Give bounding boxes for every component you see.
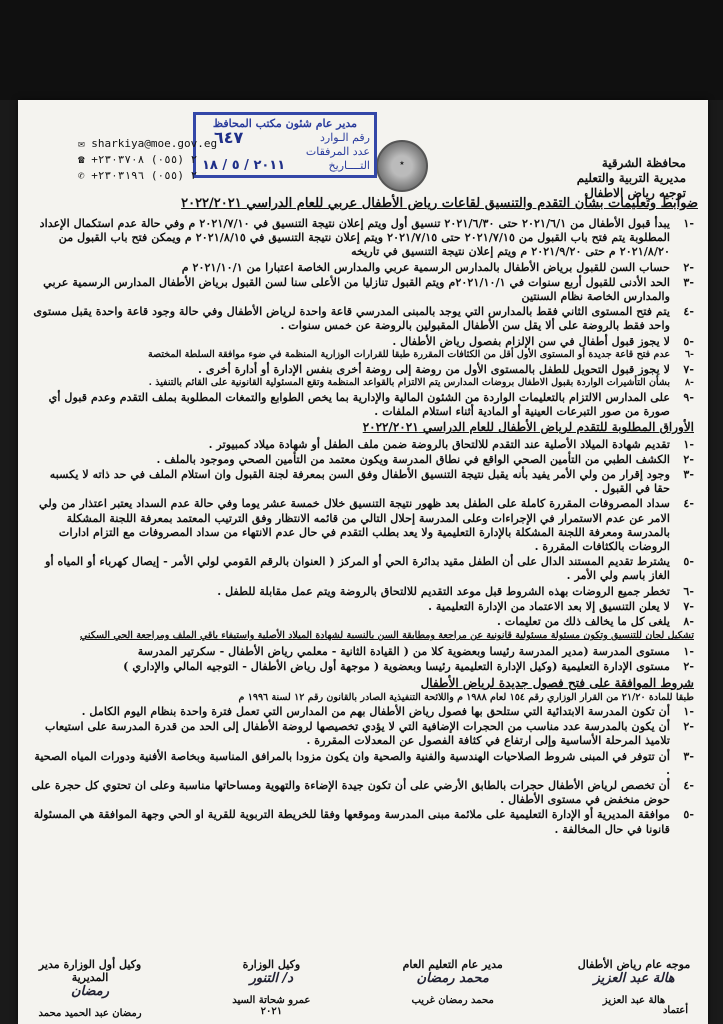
department-name: توجيه رياض الاطفال bbox=[585, 186, 686, 200]
item-number: -٨ bbox=[684, 377, 694, 389]
item-text: يشترط تقديم المستند الدال على أن الطفل مقيد بدائرة الحي أو المركز ( العنوان بالرقم القومي لولي الأمر - إيصال كهرباء أو المياه أو الغاز باسم ولي الأمر . bbox=[45, 554, 670, 583]
scan-border bbox=[0, 0, 723, 100]
item-text: الحد الأدنى للقبول أربع سنوات في ٢٠٢١/١٠/١م ويتم القبول تنازليا من الأعلى سنا لسن القبول برياض الأطفال المدارس الرسمية عربي والمدارس الخاصة نظام السنتين bbox=[43, 274, 670, 304]
signature-name: هالة عبد العزيز bbox=[602, 995, 666, 1006]
signature-scrawl: رمضان bbox=[71, 984, 110, 999]
item-number: -٤ bbox=[683, 496, 694, 511]
item-text: أن تخصص لرياض الأطفال حجرات بالطابق الأرضي على أن تكون جيدة الإضاءة والتهوية ومساحاتها مناسبة وعلى ان تحتوي كل حجرة على حوض منخفض في مستوى الأطفال . bbox=[31, 777, 670, 807]
item-number: -١ bbox=[683, 703, 694, 718]
list-item bbox=[30, 599, 694, 613]
document-page bbox=[18, 100, 708, 1024]
item-number: -٥ bbox=[683, 554, 694, 569]
item-number: -٣ bbox=[683, 748, 694, 763]
signature-name: رمضان عبد الحميد محمد bbox=[38, 1008, 142, 1019]
fax-icon: ✆ bbox=[78, 169, 85, 182]
list-item bbox=[30, 452, 694, 466]
governorate-name: محافظة الشرقية bbox=[601, 156, 686, 170]
rules-list bbox=[30, 216, 694, 418]
item-text: يتم فتح المستوى الثاني فقط بالمدارس التي يوجد بالمبنى المدرسي قاعة واحدة لرياض الأطفال وفي حالة وجود قاعة واحدة يقبل مستوى واحد فقط بالروضة على ألا يقل سن الأطفال المقبولين بالروضة عن خمس سنوات . bbox=[33, 304, 670, 333]
item-number: -٥ bbox=[683, 333, 694, 348]
item-number: -٣ bbox=[683, 467, 694, 482]
item-number: -١ bbox=[683, 216, 694, 230]
item-number: -٩ bbox=[683, 390, 694, 405]
item-text: لا يجوز قبول التحويل للطفل بالمستوى الأول من روضة إلى روضة أخرى بنفس الإدارة أو أدارة أخرى . bbox=[198, 361, 670, 376]
item-number: -٢ bbox=[683, 659, 694, 674]
signature-scrawl: هالة عبد العزيز bbox=[593, 971, 675, 986]
signature-date: ٢٠٢١ bbox=[260, 1006, 283, 1017]
item-number: -٦ bbox=[684, 348, 694, 360]
item-text: لا يجوز قبول أطفال في سن الإلزام بفصول رياض الأطفال . bbox=[392, 333, 670, 348]
email-icon: ✉ bbox=[78, 137, 85, 150]
signature bbox=[393, 958, 513, 1019]
signature-name: عمرو شحاتة السيد bbox=[232, 995, 311, 1006]
item-text: يبدأ قبول الأطفال من ٢٠٢١/٦/١ حتى ٢٠٢١/٦/٣٠ تنسيق أول ويتم إعلان نتيجة التنسيق في ٢٠٢١/٧/١٠ م وفي حالة عدم استكمال الإعداد المطلوبة يتم فتح باب القبول من ٢٠٢١/٧/١٥ حتى ٢٠٢١/٧/١٥ ويتم إعلان نتيجة التنسيق في ٢٠٢١/٨/١٥ م ويمكن فتح باب القبول من ٢٠٢١/٨/٢٠ م حتى ٢٠٢١/٩/٢٠ م ويتم إعلان نتيجة التنسيق في تاريخه bbox=[39, 216, 670, 259]
item-text: يلغى كل ما يخالف ذلك من تعليمات . bbox=[497, 614, 670, 629]
item-number: -٦ bbox=[683, 583, 694, 598]
item-text: مستوى المدرسة (مدير المدرسة رئيسا وبعضوية كلا من ( القيادة الثانية - معلمي رياض الأطفال - سكرتير المدرسة bbox=[137, 644, 670, 659]
item-number: -٧ bbox=[683, 598, 694, 613]
item-text: مستوى الإدارة التعليمية (وكيل الإدارة التعليمية رئيسا وبعضوية ( موجهة أول رياض الأطفال - التوجيه المالي والإداري ) bbox=[123, 659, 670, 674]
item-number: -٢ bbox=[683, 259, 694, 274]
list-item bbox=[30, 778, 694, 806]
list-item bbox=[30, 614, 694, 628]
item-text: تخطر جميع الروضات بهذه الشروط قبل موعد التقديم للالتحاق بالروضة ويتم عمل مقابلة للطفل . bbox=[217, 583, 670, 598]
item-text: أن تكون المدرسة الابتدائية التي ستلحق بها فصول رياض الأطفال بهم من المدارس التي تعمل فترة واحدة بنظام اليوم الكامل . bbox=[81, 703, 670, 718]
list-item bbox=[30, 437, 694, 451]
item-text: على المدارس الالتزام بالتعليمات الواردة من الشئون المالية والإدارية بما يخص الطوابع والتمغات المطلوبة بملف التقدم وعدم قبول أي صورة من صور التبرعات العينية أو المادية أثناء استلام الملفات . bbox=[48, 390, 670, 419]
document-body bbox=[30, 216, 694, 837]
committee-section-title: تشكيل لجان للتنسيق وتكون مسئولة مسئولية قانونية عن مراجعة ومطابقة السن بالنسبة لشهادة الميلاد الأصلية واستيفاء باقي الملف ومراجعة الحي السكني bbox=[80, 630, 694, 642]
item-text: أن يكون بالمدرسة عدد مناسب من الحجرات الإضافية التي لا يؤدي تخصيصها لروضة الأطفال إلى الحد من قدرة المدرسة على استيعاب تلاميذ المرحلة الأساسية وإلى ارتفاع في كثافة الفصول عن المعدلات المقررة . bbox=[45, 719, 670, 748]
footer-text: أعتماد bbox=[662, 1005, 688, 1016]
stamp-attachments-label: عدد المرفقات bbox=[305, 145, 370, 158]
item-number: -٣ bbox=[683, 274, 694, 289]
contact-info bbox=[78, 136, 217, 184]
item-text: موافقة المديرية أو الإدارة التعليمية على ملائمة مبنى المدرسة وموقعها وفقا للخريطة التربوية للقرية او الحي وجهة الموافقة هي المسئولة قانونا في حال المخالفة . bbox=[33, 807, 670, 836]
stamp-date-label: التــــاريخ bbox=[328, 159, 370, 172]
item-text: سداد المصروفات المقررة كاملة على الطفل بعد ظهور نتيجة التنسيق خلال خمسة عشر يوما وفي حالة عدم السداد يعتبر اعتذار من ولي الامر عن عدم الاستمرار في الإجراءات وعلى المدرسة إحلال التالي من قائمه الانتظار وفق الترتيب المعتمد بمعرفة اللجنة المشكلة بالمدرسة ومعرفة اللجنة المشكلة بالإدارة التعليمية ولا يعد بطلب التقدم في حال عدم الانتهاء من سداد المصروفات مع التزام ادارات الروضات بالكثافات المقررة . bbox=[39, 496, 670, 554]
committee-list bbox=[30, 644, 694, 673]
list-item bbox=[30, 704, 694, 718]
list-item bbox=[30, 496, 694, 553]
email-address: sharkiya@moe.gov.eg bbox=[91, 137, 218, 150]
item-number: -٤ bbox=[683, 304, 694, 319]
list-item bbox=[30, 659, 694, 673]
phone-line-2: ✆ +٢ (٠٥٥) ٢٣٠٣١٩٦ bbox=[78, 169, 198, 182]
stamp-number: ٦٤٧ bbox=[214, 128, 244, 147]
document-title: ضوابط وتعليمات بشأن التقدم والتنسيق لقاعات رياض الأطفال عربي للعام الدراسي ٢٠٢٢/٢٠٢١ bbox=[181, 196, 698, 211]
item-number: -١ bbox=[683, 436, 694, 451]
list-item bbox=[30, 807, 694, 835]
list-item bbox=[30, 554, 694, 582]
list-item bbox=[30, 349, 694, 361]
item-text: الكشف الطبي من التأمين الصحي الواقع في نطاق المدرسة ويكون معتمد من التأمين الصحي وموجود بالملف . bbox=[156, 451, 670, 466]
item-number: -٥ bbox=[683, 807, 694, 822]
directorate-name: مديرية التربية والتعليم bbox=[576, 171, 686, 185]
docs-section-title: الأوراق المطلوبة للتقدم لرياض الأطفال للعام الدراسي ٢٠٢٢/٢٠٢١ bbox=[362, 420, 694, 435]
signature-title: وكيل الوزارة bbox=[242, 958, 301, 971]
item-text: عدم فتح قاعة جديدة أو المستوى الأول أقل من الكثافات المقررة طبقا للقرارات الوزارية المنظمة في ضوء موافقة السلطة المختصة bbox=[148, 348, 670, 360]
list-item bbox=[30, 467, 694, 495]
conditions-list bbox=[30, 704, 694, 836]
stamp-title: مدير عام شئون مكتب المحافظ bbox=[212, 117, 358, 130]
docs-list bbox=[30, 437, 694, 629]
incoming-stamp bbox=[193, 112, 377, 178]
item-text: تقديم شهادة الميلاد الأصلية عند التقدم للالتحاق بالروضة ضمن ملف الطفل أو شهادة ميلاد كمبيوتر . bbox=[208, 436, 670, 451]
stamp-incoming-label: رقم الـوارد bbox=[320, 131, 370, 144]
letterhead bbox=[546, 156, 686, 201]
item-number: -٨ bbox=[683, 614, 694, 629]
list-item bbox=[30, 644, 694, 658]
list-item bbox=[30, 334, 694, 348]
list-item bbox=[30, 304, 694, 332]
list-item bbox=[30, 584, 694, 598]
list-item bbox=[30, 260, 694, 274]
phone-line-1: ☎ +٢ (٠٥٥) ٢٣٠٣٧٠٨ bbox=[78, 153, 198, 166]
signature-name: محمد رمضان غريب bbox=[411, 995, 494, 1006]
item-number: -٧ bbox=[683, 361, 694, 376]
list-item bbox=[30, 719, 694, 747]
item-text: حساب السن للقبول برياض الأطفال بالمدارس الرسمية عربي والمدارس الخاصة اعتبارا من ٢٠٢١/١٠/١ م bbox=[181, 259, 670, 274]
item-text: لا يعلن التنسيق إلا بعد الاعتماد من الإدارة التعليمية . bbox=[428, 598, 670, 613]
item-number: -٢ bbox=[683, 719, 694, 734]
signature-title: وكيل أول الوزارة مدير المديرية bbox=[38, 958, 142, 984]
item-text: أن تتوفر في المبنى شروط الصلاحيات الهندسية والفنية والصحية وان يكون مزودا بالمرافق المناسبة وبخاصة الأفنية ودورات المياه الصحية . bbox=[34, 748, 670, 777]
list-item bbox=[30, 749, 694, 777]
item-text: وجود إقرار من ولي الأمر يفيد بأنه يقبل نتيجة التنسيق الأطفال وفق السن بمعرفة لجنة القبول وان استلام الملف في حد ذاته لا يكسبه حقا في القبول . bbox=[49, 467, 670, 496]
list-item bbox=[30, 275, 694, 303]
list-item bbox=[30, 390, 694, 418]
phone-icon: ☎ bbox=[78, 153, 85, 166]
signature-title: مدير عام التعليم العام bbox=[402, 958, 503, 971]
conditions-intro: طبقا للمادة ٢١/٢٠ من القرار الوزاري رقم ١٥٤ لعام ١٩٨٨ م واللائحة التنفيذية الصادر بالقانون رقم ١٢ لسنة ١٩٩٦ م bbox=[238, 691, 694, 703]
signature-scrawl: محمد رمضان bbox=[416, 971, 489, 986]
item-number: -٤ bbox=[683, 777, 694, 792]
signature bbox=[30, 958, 150, 1019]
ministry-seal: ★ bbox=[376, 140, 428, 192]
item-text: بشأن التأشيرات الواردة بقبول الاطفال بروضات المدارس يتم الالتزام بالقواعد المنظمة وتقع المسئولية القانونية على القائم بالتنفيذ . bbox=[148, 377, 670, 389]
signature-block bbox=[30, 958, 694, 1019]
item-number: -٢ bbox=[683, 451, 694, 466]
email-line bbox=[78, 136, 217, 152]
item-number: -١ bbox=[683, 644, 694, 659]
stamp-date: ٢٠١١ / ٥ / ١٨ bbox=[202, 158, 286, 173]
list-item bbox=[30, 362, 694, 376]
signature-title: موجه عام رياض الأطفال bbox=[577, 958, 691, 971]
list-item bbox=[30, 377, 694, 389]
conditions-section-title: شروط الموافقة على فتح فصول جديدة لرياض الأطفال bbox=[420, 675, 694, 690]
list-item bbox=[30, 216, 694, 259]
signature-scrawl: د/ التنور bbox=[249, 971, 294, 986]
signature bbox=[211, 958, 331, 1019]
